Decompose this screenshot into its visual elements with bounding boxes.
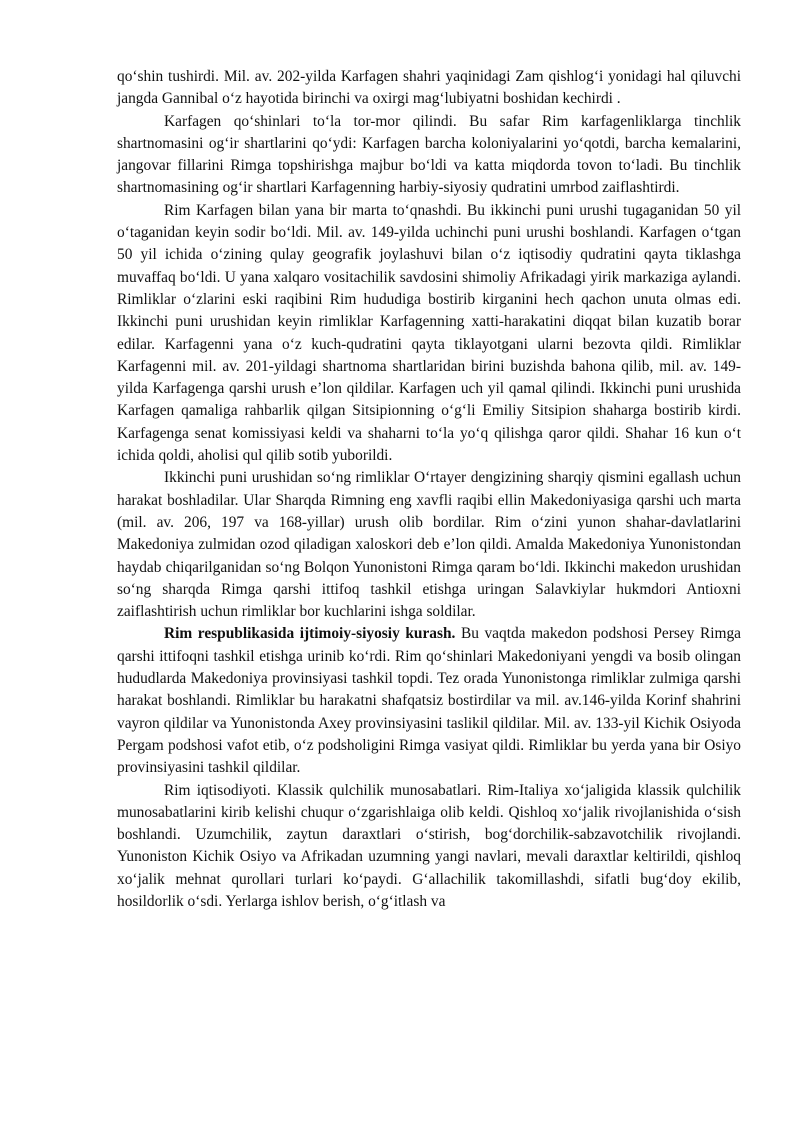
paragraph-social-political-struggle — [117, 623, 741, 779]
paragraph-karfagen-defeat: Karfagen qo‘shinlari to‘la tor-mor qilindi. Bu safar Rim karfagenliklarga tinchlik shartnomasini og‘ir shartlarini qo‘ydi: Karfagen barcha koloniyalarini yo‘qotdi, barcha kemalarini, jangovar fillarini Rimga topshirishga majbur bo‘ldi va katta miqdorda tovon to‘ladi. Bu tinchlik shartnomasining og‘ir shartlari Karfagenning harbiy-siyosiy qudratini umrbod zaiflashtirdi. — [117, 112, 741, 197]
paragraph-roman-economy: Rim iqtisodiyoti. Klassik qulchilik munosabatlari. Rim-Italiya xo‘jaligida klassik qulchilik munosabatlarini kirib kelishi chuqur o‘zgarishlaiga olib keldi. Qishloq xo‘jalik rivojlanishida o‘sish boshlandi. Uzumchilik, zaytun daraxtlari o‘stirish, bog‘dorchilik-sabzavotchilik rivojlandi. Yunoniston Kichik Osiyo va Afrikadan uzumning yangi navlari, mevali daraxtlar keltirildi, qishloq xo‘jalik mehnat qurollari turlari ko‘paydi. G‘allachilik takomillashdi, sifatli bug‘doy ekilib, hosildorlik o‘sdi. Yerlarga ishlov berish, o‘g‘itlash va — [117, 781, 741, 910]
paragraph-continued: qo‘shin tushirdi. Mil. av. 202-yilda Karfagen shahri yaqinidagi Zam qishlog‘i yonidagi hal qiluvchi jangda Gannibal o‘z hayotida birinchi va oxirgi mag‘lubiyatni boshidan kechirdi . — [117, 68, 741, 108]
document-page — [117, 66, 741, 913]
section-text: Bu vaqtda makedon podshosi Persey Rimga qarshi ittifoqni tashkil etishga urinib ko‘rdi. Rim qo‘shinlari Makedoniyani yengdi va bosib olingan hududlarda Makedoniya provinsiyasi tashkil topdi. Tez orada Yunonistonga rimliklar zulmiga qarshi harakat boshlandi. Rimliklar bu harakatni shafqatsiz bostirdilar va mil. av.146-yilda Korinf shahrini vayron qildilar va Yunonistonda Axey provinsiyasini taslikil qildilar. Mil. av. 133-yil Kichik Osiyoda Pergam podshosi vafot etib, o‘z podsholigini Rimga vasiyat qildi. Rimliklar bu yerda yana bir Osiyo provinsiyasini tashkil qildilar. — [117, 625, 741, 777]
section-heading: Rim respublikasida ijtimoiy-siyosiy kurash. — [164, 625, 456, 643]
paragraph-eastern-expansion: Ikkinchi puni urushidan so‘ng rimliklar O‘rtayer dengizining sharqiy qismini egallash uchun harakat boshladilar. Ular Sharqda Rimning eng xavfli raqibi ellin Makedoniyasiga qarshi uch marta (mil. av. 206, 197 va 168-yillar) urush olib bordilar. Rim o‘zini yunon shahar-davlatlarini Makedoniya zulmidan ozod qiladigan xaloskori deb e’lon qildi. Amalda Makedoniya Yunonistondan haydab chiqarilganidan so‘ng Bolqon Yunonistoni Rimga qaram bo‘ldi. Ikkinchi makedon urushidan so‘ng sharqda Rimga qarshi ittifoq tashkil etishga uringan Salavkiylar hukmdori Antioxni zaiflashtirish uchun rimliklar bor kuchlarini ishga soldilar. — [117, 469, 741, 621]
paragraph-third-punic-war: Rim Karfagen bilan yana bir marta to‘qnashdi. Bu ikkinchi puni urushi tugaganidan 50 yil o‘taganidan keyin sodir bo‘ldi. Mil. av. 149-yilda uchinchi puni urushi boshlandi. Karfagen o‘tgan 50 yil ichida o‘zining qulay geografik joylashuvi bilan o‘z iqtisodiy qudratini qayta tiklashga muvaffaq bo‘ldi. U yana xalqaro vositachilik savdosini shimoliy Afrikadagi yirik markaziga aylandi. Rimliklar o‘zlarini eski raqibini Rim hududiga bostirib kirganini hech qachon unuta olmas edi. Ikkinchi puni urushidan keyin rimliklar Karfagenning xatti-harakatini diqqat bilan kuzatib borar edilar. Karfagenni yana o‘z kuch-qudratini qayta tiklayotgani ularni bezovta qildi. Rimliklar Karfagenni mil. av. 201-yildagi shartnoma shartlaridan birini buzishda bahona qilib, mil. av. 149-yilda Karfagenga qarshi urush e’lon qildilar. Karfagen uch yil qamal qilindi. Ikkinchi puni urushida Karfagen qamaliga rahbarlik qilgan Sitsipionning o‘g‘li Emiliy Sitsipion shaharga bostirib kirdi. Karfagenga senat komissiyasi keldi va shaharni to‘la yo‘q qilishga qaror qildi. Shahar 16 kun o‘t ichida qoldi, aholisi qul qilib sotib yuborildi. — [117, 201, 741, 465]
